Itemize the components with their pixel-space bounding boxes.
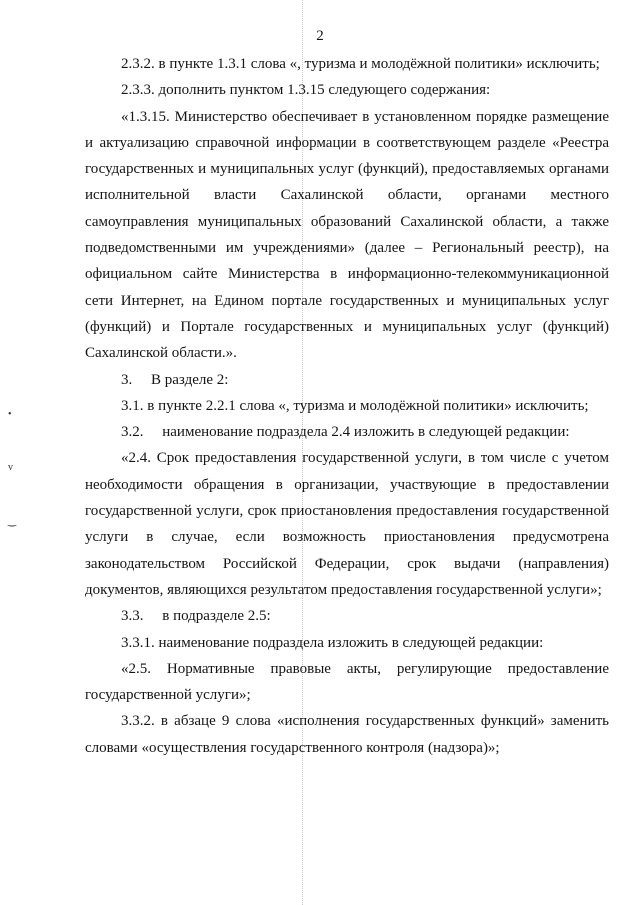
- paragraph-2-3-2: 2.3.2. в пункте 1.3.1 слова «, туризма и молодёжной политики» исключить;: [121, 56, 600, 72]
- paragraph-1-3-15: «1.3.15. Министерство обеспечивает в установленном порядке размещение и актуализацию справочной информации в соответствующем разделе «Реестра государственных и муниципальных услуг (функций), предоставляемых органами исполнительной власти Сахалинской области, органами местного самоуправления муниципальных образований Сахалинской области, а также подведомственными им учреждениями» (далее – Региональный реестр), на официальном сайте Министерства в информационно-телекоммуникационной сети Интернет, на Едином портале государственных и муниципальных услуг (функций) и Портале государственных и муниципальных услуг (функций) Сахалинской области.».: [85, 108, 609, 362]
- scan-artifact-mark: ‿: [8, 516, 17, 527]
- paragraph-3-1: 3.1. в пункте 2.2.1 слова «, туризма и молодёжной политики» исключить;: [121, 397, 589, 414]
- paragraph-3-3-2: 3.3.2. в абзаце 9 слова «исполнения государственных функций» заменить словами «осуществления государственного контроля (надзора)»;: [85, 713, 609, 756]
- page-number: 2: [316, 28, 324, 44]
- document-body: [85, 51, 609, 761]
- paragraph-3-2: 3.2. наименование подраздела 2.4 изложить в следующей редакции:: [121, 424, 570, 441]
- scan-artifact-mark: •: [8, 409, 12, 420]
- paragraph-section-3: 3. В разделе 2:: [121, 371, 229, 388]
- paragraph-2-3-3: 2.3.3. дополнить пунктом 1.3.15 следующего содержания:: [121, 82, 491, 99]
- paragraph-3-3-1: 3.3.1. наименование подраздела изложить в следующей редакции:: [121, 634, 544, 651]
- paragraph-2-5-quote: «2.5. Нормативные правовые акты, регулирующие предоставление государственной услуги»;: [85, 660, 609, 704]
- scan-artifact-mark: v: [8, 462, 13, 473]
- paragraph-2-4-quote: «2.4. Срок предоставления государственной услуги, в том числе с учетом необходимости обращения в организации, участвующие в предоставлении государственной услуги, срок приостановления предоставления государственной услуги в случае, если возможность приостановления предусмотрена законодательством Российской Федерации, срок выдачи (направления) документов, являющихся результатом предоставления государственной услуги»;: [85, 450, 609, 598]
- paragraph-3-3: 3.3. в подразделе 2.5:: [121, 608, 271, 625]
